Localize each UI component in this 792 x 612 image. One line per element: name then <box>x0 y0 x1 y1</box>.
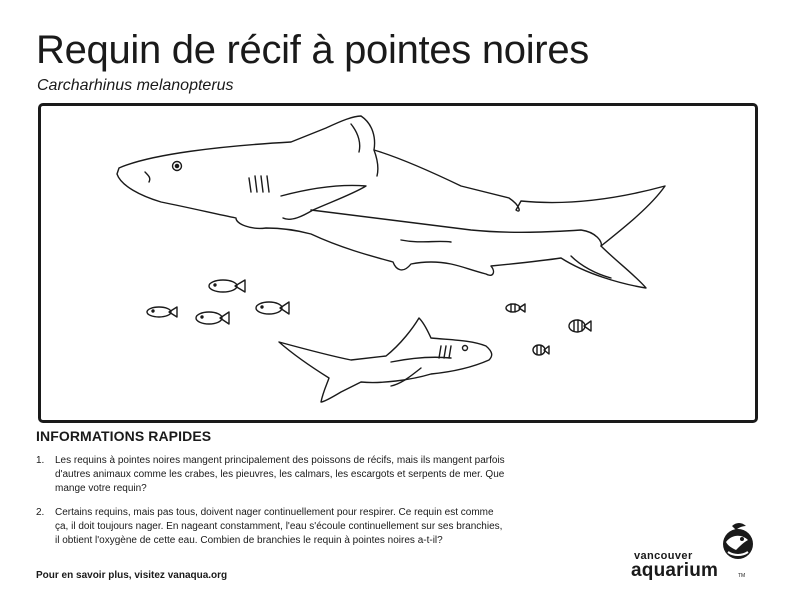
small-shark-eye <box>463 346 468 351</box>
main-shark-countershading <box>311 210 601 246</box>
quick-facts-list <box>36 454 506 558</box>
fish-1 <box>209 280 245 292</box>
main-shark-drawing <box>117 116 665 288</box>
small-shark-drawing <box>279 318 492 402</box>
logo-text-aquarium: aquarium <box>631 560 719 581</box>
fish-3 <box>147 307 177 317</box>
fish-5 <box>506 304 525 312</box>
fact-text: Certains requins, mais pas tous, doivent nager continuellement pour respirer. Ce requin est comme ça, il doit toujours nager. En nageant constamment, l'eau s'écoule continuellement sur ses branchies, il obtient l'oxygène de cette eau. Combien de branchies le requin à pointes noires a-t-il? <box>55 507 503 546</box>
small-shark-body <box>279 318 492 402</box>
coloring-illustration-frame <box>38 103 758 423</box>
fish-2 <box>256 302 289 314</box>
fish-6 <box>569 320 591 332</box>
fact-text: Les requins à pointes noires mangent principalement des poissons de récifs, mais ils mangent parfois d'autres animaux comme les crabes, les pieuvres, les calmars, les escargots et serpents de mer. Que mange votre requin? <box>55 455 505 494</box>
page-title: Requin de récif à pointes noires <box>36 28 589 72</box>
fact-number: 2. <box>36 507 45 518</box>
main-shark-pectoral-fin <box>281 185 366 219</box>
quick-facts-heading: INFORMATIONS RAPIDES <box>36 428 212 444</box>
footer-link-text[interactable]: Pour en savoir plus, visitez vanaqua.org <box>36 570 228 581</box>
fish-4 <box>196 312 229 324</box>
logo-trademark: TM <box>738 573 746 579</box>
main-shark-pupil <box>175 164 178 167</box>
small-shark-marking <box>391 357 451 362</box>
main-shark-dorsal-marking <box>351 124 378 176</box>
scientific-name: Carcharhinus melanopterus <box>37 77 234 94</box>
illustration-canvas <box>41 106 755 420</box>
small-shark-gills <box>439 346 451 358</box>
logo-text-vancouver: vancouver <box>634 550 693 562</box>
fact-item <box>36 454 506 496</box>
whale-wave-logo-icon <box>718 520 758 562</box>
vancouver-aquarium-logo <box>628 520 758 584</box>
main-shark-body <box>117 116 665 288</box>
fact-item <box>36 506 506 548</box>
fact-number: 1. <box>36 455 45 466</box>
main-shark-mouth <box>145 172 150 182</box>
fish-school <box>147 280 591 355</box>
main-shark-belly-line <box>401 240 451 242</box>
fish-7 <box>533 345 549 355</box>
main-shark-gills <box>249 176 269 192</box>
